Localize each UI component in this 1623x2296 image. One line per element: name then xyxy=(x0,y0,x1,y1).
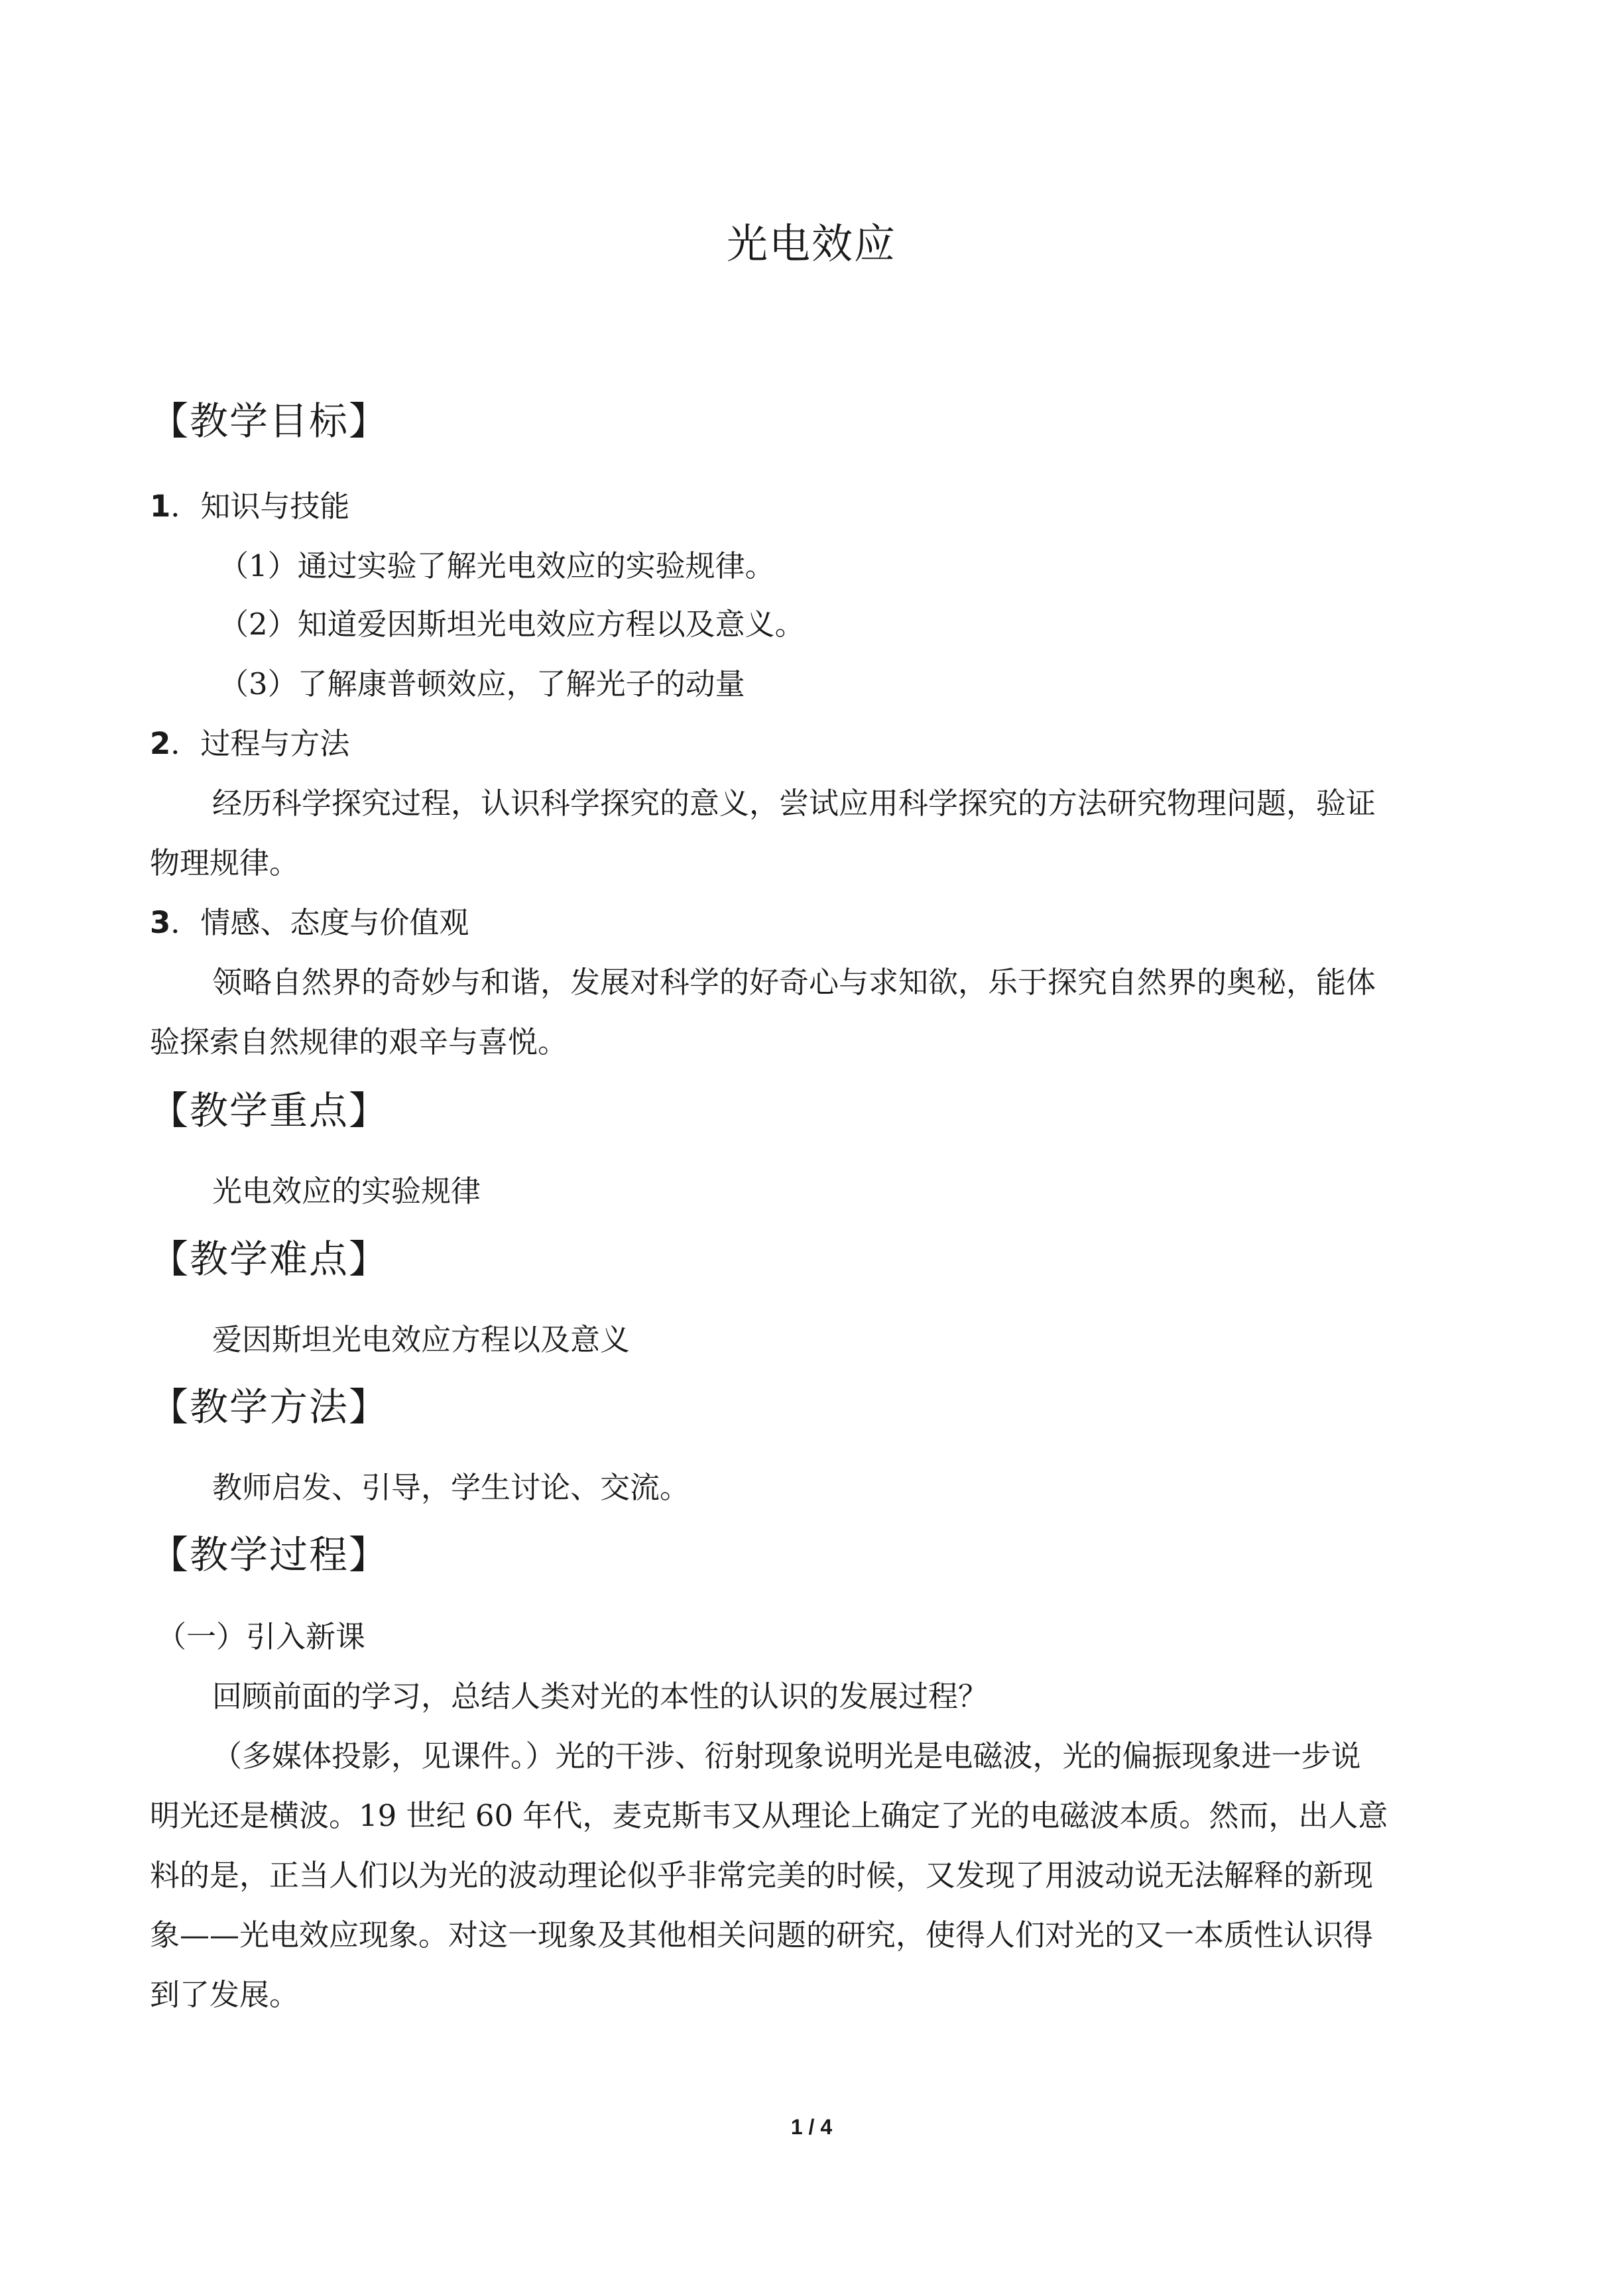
difficulties-text: 爱因斯坦光电效应方程以及意义 xyxy=(212,1322,631,1357)
section-heading-process: 【教学过程】 xyxy=(150,1532,389,1577)
objective-2-label: ．过程与方法 xyxy=(170,726,350,761)
page-number: 1 / 4 xyxy=(790,2115,833,2139)
section-heading-methods: 【教学方法】 xyxy=(150,1384,389,1429)
objective-2-line-2: 物理规律。 xyxy=(150,845,300,880)
objective-3-line-2: 验探索自然规律的艰辛与喜悦。 xyxy=(150,1024,568,1059)
objective-1-heading xyxy=(150,482,349,525)
section-heading-key-points: 【教学重点】 xyxy=(150,1088,389,1133)
objective-3-label: ．情感、态度与价值观 xyxy=(170,905,469,940)
process-line-3: 明光还是横波。19 世纪 60 年代，麦克斯韦又从理论上确定了光的电磁波本质。然而，出人意 xyxy=(150,1798,1388,1833)
objective-1-line-1: （1）通过实验了解光电效应的实验规律。 xyxy=(219,548,775,583)
process-part1-heading: （一）引入新课 xyxy=(156,1619,366,1654)
methods-text: 教师启发、引导，学生讨论、交流。 xyxy=(212,1470,690,1505)
process-line-5: 象——光电效应现象。对这一现象及其他相关问题的研究，使得人们对光的又一本质性认识得 xyxy=(150,1917,1374,1953)
process-line-1: 回顾前面的学习，总结人类对光的本性的认识的发展过程？ xyxy=(212,1679,989,1714)
section-heading-difficulties: 【教学难点】 xyxy=(150,1237,389,1282)
objective-1-number: 1 xyxy=(150,489,171,524)
process-line-2: （多媒体投影，见课件。）光的干涉、衍射现象说明光是电磁波，光的偏振现象进一步说 xyxy=(212,1738,1361,1774)
page-title: 光电效应 xyxy=(726,219,896,268)
key-points-text: 光电效应的实验规律 xyxy=(212,1174,481,1209)
objective-3-heading xyxy=(150,898,469,941)
objective-1-line-2: （2）知道爱因斯坦光电效应方程以及意义。 xyxy=(219,607,805,642)
process-line-4: 料的是，正当人们以为光的波动理论似乎非常完美的时候，又发现了用波动说无法解释的新现 xyxy=(150,1858,1374,1893)
objective-1-line-3: （3）了解康普顿效应，了解光子的动量 xyxy=(219,666,745,701)
process-line-6: 到了发展。 xyxy=(150,1977,300,2012)
objective-1-label: ．知识与技能 xyxy=(170,489,350,524)
objective-2-heading xyxy=(150,719,349,762)
objective-3-number: 3 xyxy=(150,905,171,940)
objective-3-line-1: 领略自然界的奇妙与和谐，发展对科学的好奇心与求知欲，乐于探究自然界的奥秘，能体 xyxy=(212,965,1376,1000)
section-heading-objectives: 【教学目标】 xyxy=(150,398,389,444)
objective-2-number: 2 xyxy=(150,726,171,761)
objective-2-line-1: 经历科学探究过程，认识科学探究的意义，尝试应用科学探究的方法研究物理问题，验证 xyxy=(212,786,1376,821)
